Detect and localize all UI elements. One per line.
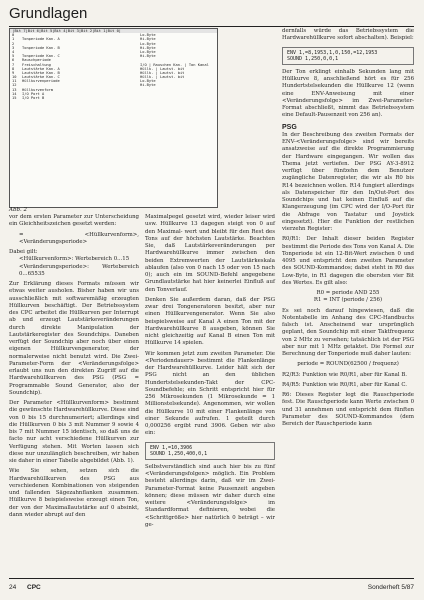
register-field: Lo-Byte [140, 79, 156, 84]
definition: <Veränderungsperiode>: Wertebereich 0...65535 [19, 263, 139, 277]
register-number: 5 [12, 54, 15, 59]
register-label: I/O Port B [22, 96, 45, 101]
register-number: 13 [12, 87, 17, 92]
register-label: Lautstärke Kan. A [22, 66, 60, 71]
register-field: Hi-Byte [140, 37, 156, 42]
register-label: Freischaltung [22, 62, 51, 67]
figure-caption: Abb. 2 [9, 207, 28, 213]
text-column-1 [9, 214, 139, 519]
register-field: Hüllk. | Lautst. bit [140, 75, 185, 80]
register-label: Tonperiode Kan. A [22, 37, 60, 42]
paragraph: Dabei gilt: [9, 249, 38, 255]
register-label: Lautstärke Kan. C [22, 75, 60, 80]
register-bit-header: |Bit 7|Bit 6|Bit 5|Bit 4|Bit 3|Bit 2|Bit 1|Bit 0| [10, 29, 217, 33]
formula: R0 = periode AND 255 [316, 290, 380, 297]
page-header [9, 4, 414, 27]
format-line: = <Hüllkurvenform>, <Veränderungsperiode> [19, 231, 139, 245]
formula: R1 = INT (periode / 256) [313, 297, 383, 304]
register-number: 7 [12, 62, 15, 67]
paragraph: Denken Sie außerdem daran, daß der PSG zwar drei Tongeneratoren besitzt, aber nur einen Hüllkurvengenerator. Wenn Sie also beispielsweise auf Kanal A einen Ton mit der Hardwarehüllkurve 8 ausgeben, können Sie nicht gleichzeitig auf Kanal B einen Ton mit Hüllkurve 14 spielen. [145, 296, 275, 347]
formula: periode = ROUND(62500 / frequenz) [297, 361, 399, 368]
register-label: I/O Port A [22, 91, 45, 96]
register-field: Hüllk. | Lautst. bit [140, 66, 185, 71]
register-label: Lautstärke Kan. B [22, 70, 60, 75]
register-field: Lo-Byte [140, 41, 156, 46]
register-field: Hi-Byte [140, 45, 156, 50]
text-column-3 [282, 28, 414, 428]
paragraph: In der Beschreibung des zweiten Formats der ENV-<Veränderungsfolge> sind wir bereits ansatzweise auf die direkte Programmierung der Hardware eingegangen. Wir wollen das Thema jetzt vertiefen. Der PSG AY-3-8912 verfügt über fünfzehn dem Benutzer zugängliche Datenregister, die wir als R0 bis R14 bezeichnen wollen. R14 fungiert allerdings als Datenspeicher für den In/Out-Port des Soundchips und hat keinen Einfluß auf die Klangerzeugung (im CPC wird der I/O-Port für die Abfrage von Tastatur und Joystick eingesetzt). Hier die Funktion der restlichen vierzehn Register: [282, 131, 414, 233]
paragraph: Maximalpegel gesetzt wird, wieder leiser wird usw. Hüllkurve 13 dagegen steigt von 0 auf den Maximal- wert und bleibt für den Rest des Tons auf der höchsten Lautstärke. Beachten Sie, daß Lautstärkeveränderungen per Hardwarehüllkurve immer zwischen den beiden Extremwerten der Lautstärkeskala ablaufen (also von 0 nach 15 oder von 15 nach 0); auch ein im SOUND-Befehl angegebene Grundlautstärke hat hier keinerlei Einfluß auf den Tonverlauf. [145, 214, 275, 293]
register-number: 14 [12, 91, 17, 96]
paragraph: Der Parameter <Hüllkurvenform> bestimmt die gewünschte Hardwarehüllkurve. Diese sind von 0 bis 15 durchnumeriert; allerdings sind die Hüllkurven 0 bis 3 mit Nummer 9 sowie 4 bis 7 mit Nummer 15 identisch, so daß uns de facto nur acht verschiedene Hüllkurven zur Verfügung stehen. Mit Worten lassen sich diese nur unzulänglich beschreiben, wir haben sie daher in einer Tabelle abgebildet (Abb. 1). [9, 400, 139, 464]
register-label: Tonperiode Kan. B [22, 45, 60, 50]
paragraph: Zur Erklärung dieses Formats müssen wir etwas weiter ausholen. Bisher haben wir uns ausschließlich mit softwaremäßig erzeugten Hüllkurven beschäftigt. Der Betriebssystem des CPC arbeitet die Hüllkurven per Interrupt ab und erzeugt Lautstärkeveränderungen durch direkte Manipulation der Lautstärkeregister des Soundchips. Daneben verfügt der Soundchip aber noch über einen eigenen Hüllkurvengenerator, der normalerweise nicht benutzt wird. Die Zwei-Parameter-Form der <Veränderungsfolge> erlaubt uns nun den direkten Zugriff auf die Hardwarehüllkurven des PSG (PSG = Programmable Sound Generator, also der Soundchip). [9, 281, 139, 396]
paragraph: Der Ton erklingt einhalb Sekunden lang mit Hüllkurve 8, anschließend hört es für 256 Hundertstelsekunden die Hüllkurve 12 (wenn eine ENV-Anweisung mit einer <Veränderungsfolge> im Zwei-Parameter-Format abschließt, nimmt das Betriebssystem eine Default-Pausenzeit von 256 an). [282, 68, 414, 119]
code-example: ENV 1,=8,1953,1,0,150,=12,1953 SOUND 1,250,0,0,1 [282, 47, 414, 65]
magazine-name: CPC [27, 584, 41, 591]
register-number: 11 [12, 79, 17, 84]
page-number: 24 [9, 584, 17, 591]
register-number: 4 [12, 49, 15, 54]
register-number: 10 [12, 75, 17, 80]
register-number: 15 [12, 96, 17, 101]
paragraph: R4/R5: Funktion wie R0/R1, aber für Kanal C. [282, 381, 407, 388]
page-footer [9, 578, 414, 597]
register-number: 9 [12, 70, 15, 75]
register-label: Tonperiode Kan. C [22, 54, 60, 59]
register-number: 12 [12, 83, 17, 88]
register-row [10, 96, 217, 100]
register-number: 2 [12, 41, 15, 46]
register-label: Hüllkurvenform [22, 87, 54, 92]
paragraph: R6: Dieses Register legt die Rauschperiode fest. Die Rauschperiode kann Werte zwischen 0 und 31 annehmen und entspricht dem fünften Parameter des SOUND-Kommandos (dem Bereich der Rauschperiode kann [282, 392, 414, 428]
paragraph: R0/R1: Der Inhalt dieser beiden Register bestimmt die Periode des Tons von Kanal A. Die Tonperiode ist ein 12-Bit-Wert zwischen 0 und 4095 und entspricht dem zweiten Parameter des SOUND-Kommandos; dabei steht in R0 das Low-Byte, in R1 dagegen die obersten vier Bit des Wertes. Es gilt also: [282, 236, 414, 286]
issue-label: Sonderheft 5/87 [367, 584, 414, 591]
subheading-psg: PSG [282, 123, 297, 131]
register-number: 8 [12, 66, 15, 71]
paragraph: Es sei noch darauf hingewiesen, daß die Notentabelle im Anhang des CPC-Handbuchs falsch ist. Anscheinend war ursprünglich geplant, den Soundchip mit einer Taktfrequenz von 2 MHz zu versehen; tatsächlich ist der PSG aber nur mit 1 MHz getaktet. Die Formel zur Berechnung der Tonperiode muß daher lauten: [282, 307, 414, 358]
register-label: Hüllkurvenperiode [22, 79, 60, 84]
register-number: 6 [12, 58, 15, 63]
paragraph: dernfalls würde das Betriebssystem die Hardwarehüllkurve sofort abschalten). Beispiel: [282, 28, 414, 42]
paragraph: Selbstverständlich sind auch hier bis zu fünf <Veränderungsfolgen> möglich. Ein Problem besteht allerdings darin, daß wir im Zwei-Parameter-Format keine Pausenzeit angeben können; diese müssen wir daher durch eine weitere <Veränderungsfolge> im Standardformat definieren, wobei die <Schrittgröße> hier natürlich 0 beträgt – wir ge- [145, 463, 275, 528]
definition: <Hüllkurvenform>: Wertebereich 0...15 [19, 256, 130, 263]
text-column-2 [145, 214, 275, 529]
register-field: Lo-Byte [140, 33, 156, 38]
paragraph: Wie Sie sehen, setzen sich die Hardwarehüllkurven des PSG aus verschiedenen Kombinationen von steigenden und fallenden Sägezahnflanken zusammen. Hüllkurve 8 beispielsweise erzeugt einen Ton, der von der Maximallautstärke auf 0 absinkt, dann wieder abrupt auf den [9, 468, 139, 518]
paragraph: R2/R3: Funktion wie R0/R1, aber für Kanal B. [282, 371, 407, 378]
paragraph: Wir kommen jetzt zum zweiten Parameter. Die <Periodendauer> bestimmt die Flankenlänge der Hardwarehüllkurve. Leider hält sich der PSG nicht an den üblichen Hundertstelsekunden-Takt der CPC-Soundbefehle; ein Schritt entspricht hier für 256 Mikrosekunden (1 Mikrosekunde = 1 Millionstelsekunde). Angenommen, wir wollen die Hüllkurve 10 mit einer Flankenlänge von einer Sekunde aufrufen. 1 geteilt durch 0,000256 ergibt rund 3906. Geben wir also ein: [145, 350, 275, 437]
register-table [9, 28, 218, 208]
register-number: 3 [12, 45, 15, 50]
register-field: Lo-Byte [140, 49, 156, 54]
section-title: Grundlagen [9, 5, 88, 22]
code-example: ENV 1,=10,3906 SOUND 1,250,400,0,1 [145, 442, 275, 460]
register-field: Hüllk. | Lautst. bit [140, 70, 185, 75]
register-number: 1 [12, 37, 15, 42]
register-label: Rauschperiode [22, 58, 51, 63]
register-field: Hi-Byte [140, 54, 156, 59]
register-field: Hi-Byte [140, 83, 156, 88]
register-field: I/O | Rauschen Kan. | Ton Kanal [140, 62, 209, 67]
register-number: 0 [12, 33, 15, 38]
paragraph: vor dem ersten Parameter zur Unterscheidung ein Gleichheitszeichen gesetzt werden: [9, 214, 139, 228]
